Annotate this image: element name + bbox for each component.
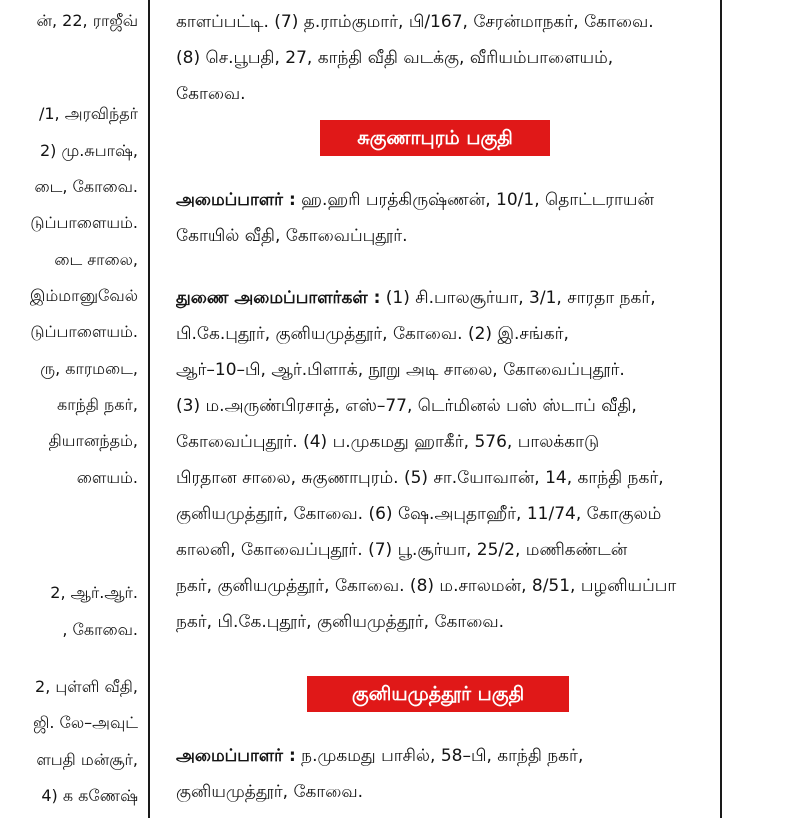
organizer-label: அமைப்பாளர் : [176, 746, 296, 766]
left-fragment: காந்தி நகர், [57, 395, 138, 414]
left-fragment: டுப்பாளையம். [30, 322, 138, 341]
organizer-text: ஹ.ஹரி பரத்கிருஷ்ணன், 10/1, தொட்டராயன் [295, 190, 654, 210]
left-fragment: , கோவை. [62, 620, 138, 639]
left-fragment: 2, ஆர்.ஆர். [50, 583, 138, 602]
left-fragment: டை, கோவை. [34, 177, 138, 196]
left-fragment: ளபதி மன்சூர், [36, 750, 138, 769]
left-fragment: டை சாலை, [54, 250, 138, 269]
text-line: ஆர்–10–பி, ஆர்.பிளாக், நூறு அடி சாலை, கோவைப்புதூர். [176, 360, 625, 380]
left-fragment: ஜி. லே–அவுட் [33, 713, 138, 732]
text-line: கோயில் வீதி, கோவைப்புதூர். [176, 226, 408, 246]
organizer-line [176, 188, 722, 212]
text-line: காளப்பட்டி. (7) த.ராம்குமார், பி/167, சேரன்மாநகர், கோவை. [176, 12, 654, 32]
deputy-label: துணை அமைப்பாளர்கள் : [176, 288, 381, 308]
text-line: குனியமுத்தூர், கோவை. (6) ஷே.அபுதாஹீர், 11/74, கோகுலம் [176, 504, 662, 524]
left-fragment: ரு, காரமடை, [40, 359, 138, 378]
left-fragment: டுப்பாளையம். [30, 213, 138, 232]
text-line: (8) செ.பூபதி, 27, காந்தி வீதி வடக்கு, வீரியம்பாளையம், [176, 48, 614, 68]
text-line: கோவை. [176, 84, 246, 104]
text-line: (3) ம.அருண்பிரசாத், எஸ்–77, டெர்மினல் பஸ் ஸ்டாப் வீதி, [176, 396, 637, 416]
text-line: நகர், குனியமுத்தூர், கோவை. (8) ம.சாலமன், 8/51, பழனியப்பா [176, 576, 677, 596]
text-line: பிரதான சாலை, சுகுணாபுரம். (5) சா.யோவான், 14, காந்தி நகர், [176, 468, 664, 488]
section-heading-kuniyamuthur: குனியமுத்தூர் பகுதி [307, 676, 569, 712]
text-line: குனியமுத்தூர், கோவை. [176, 782, 364, 802]
left-column-cropped-text [0, 0, 140, 807]
organizer-label: அமைப்பாளர் : [176, 190, 296, 210]
left-fragment: ன், 22, ராஜீவ் [36, 11, 138, 30]
left-fragment: 2) மு.சுபாஷ், [39, 141, 138, 160]
text-line: பி.கே.புதூர், குனியமுத்தூர், கோவை. (2) இ.சங்கர், [176, 324, 569, 344]
text-line: நகர், பி.கே.புதூர், குனியமுத்தூர், கோவை. [176, 612, 505, 632]
text-line: கோவைப்புதூர். (4) ப.முகமது ஹாகீர், 576, பாலக்காடு [176, 432, 600, 452]
deputy-line [176, 286, 722, 310]
left-fragment: ளையம். [76, 468, 138, 487]
left-fragment: இம்மானுவேல் [29, 286, 138, 305]
section-heading-sugunapuram: சுகுணாபுரம் பகுதி [320, 120, 550, 156]
left-fragment: 2, புள்ளி வீதி, [35, 677, 138, 696]
organizer-line [176, 744, 722, 768]
text-line: காலனி, கோவைப்புதூர். (7) பூ.சூர்யா, 25/2, மணிகண்டன் [176, 540, 628, 560]
organizer-text: ந.முகமது பாசில், 58–பி, காந்தி நகர், [295, 746, 584, 766]
left-fragment: தியானந்தம், [48, 431, 138, 450]
left-fragment: 4) க கணேஷ் [41, 786, 138, 805]
deputy-text: (1) சி.பாலசூர்யா, 3/1, சாரதா நகர், [380, 288, 656, 308]
left-fragment: /1, அரவிந்தர் [38, 104, 138, 123]
